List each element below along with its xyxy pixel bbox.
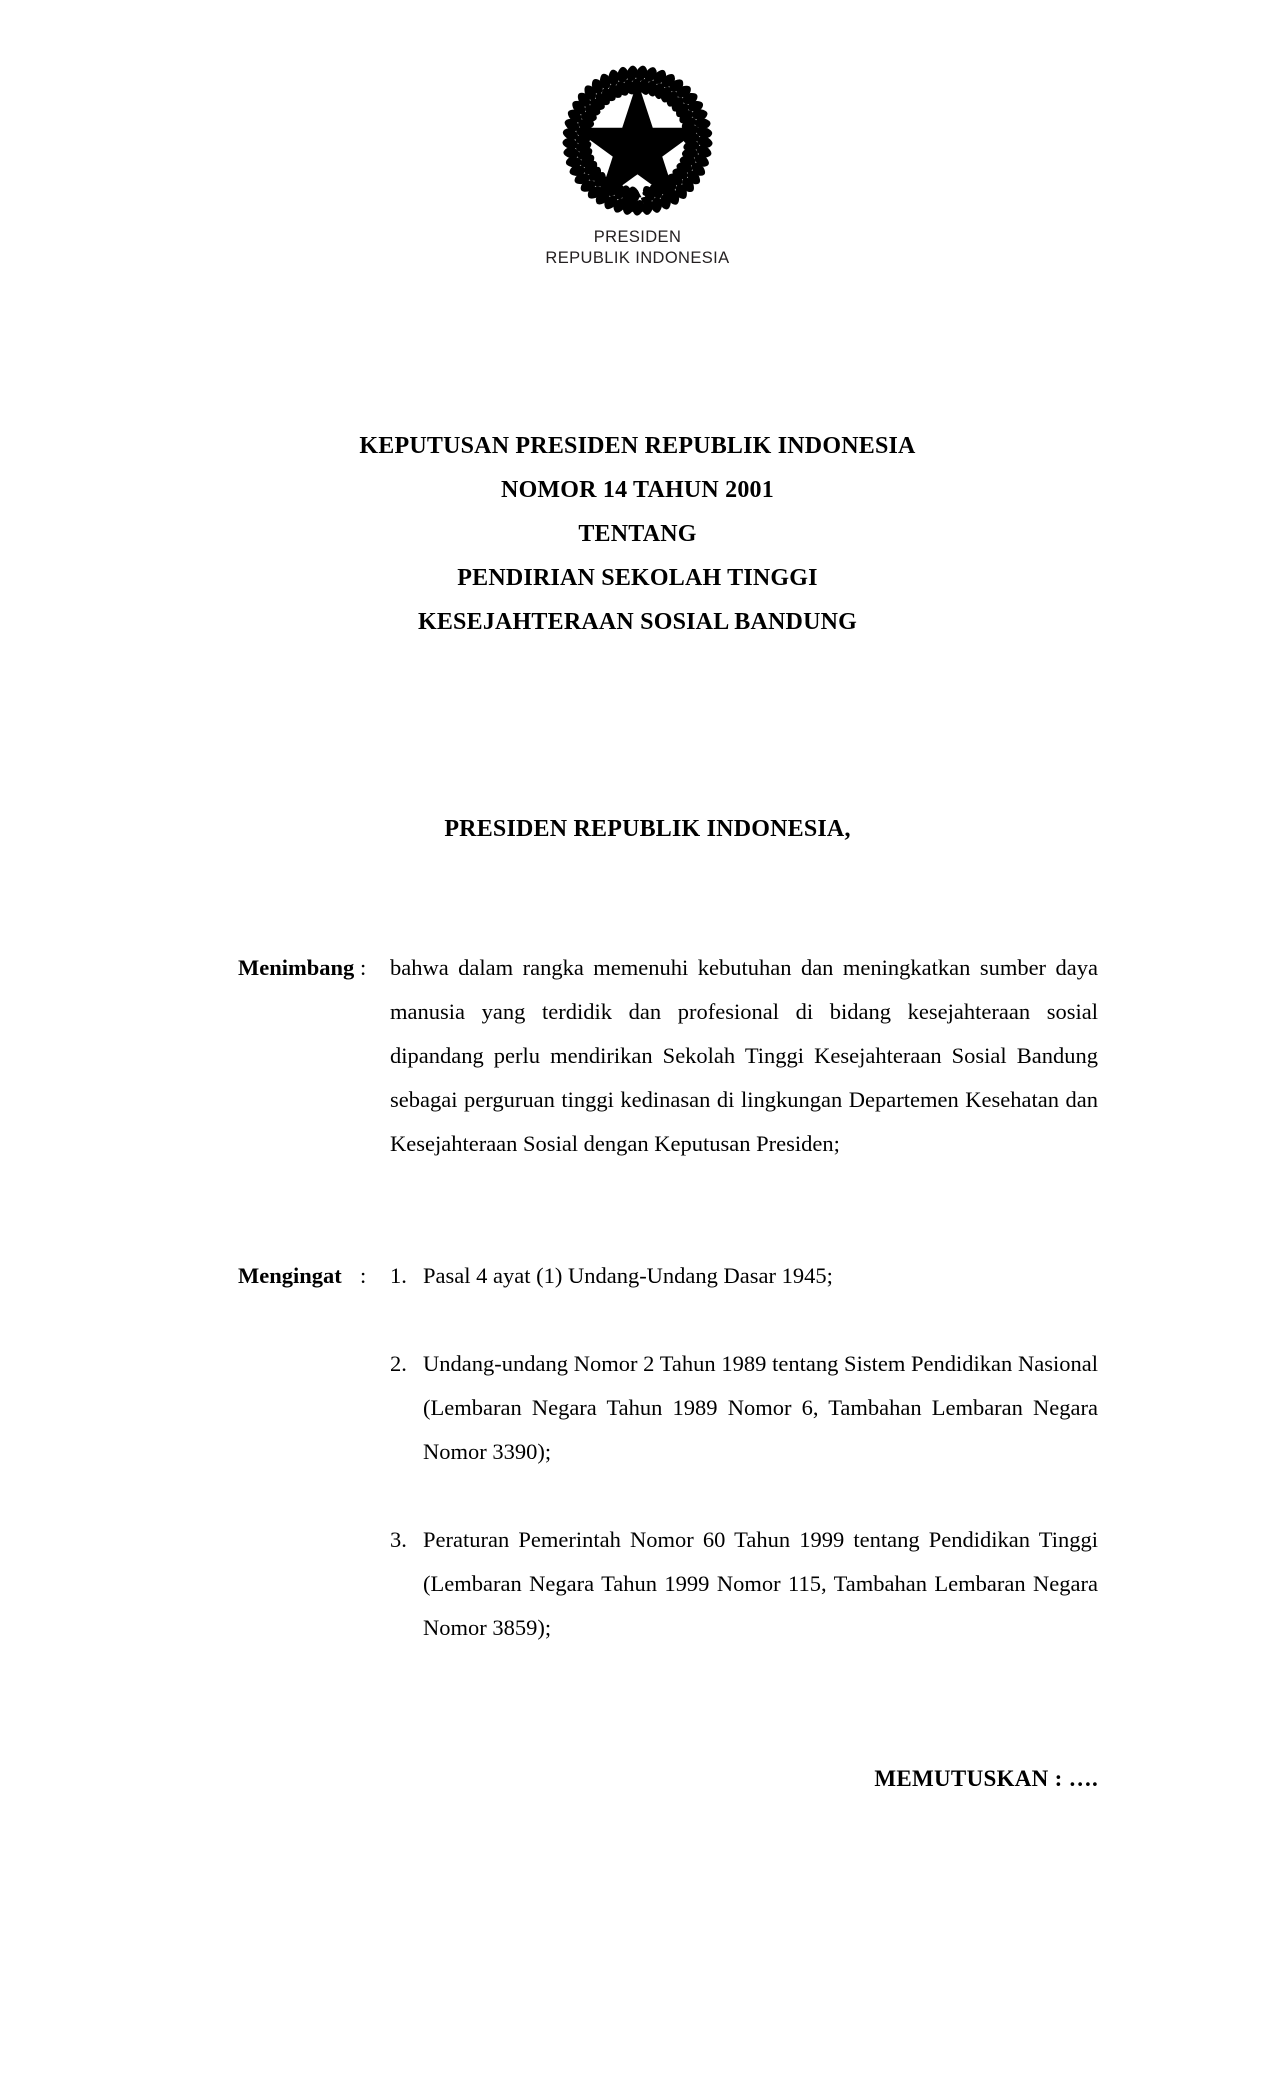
title-line-subject-1: PENDIRIAN SEKOLAH TINGGI — [457, 565, 818, 591]
clause-mengingat — [238, 1254, 1098, 1650]
title-line-about: TENTANG — [578, 521, 697, 547]
mengingat-list — [390, 1254, 1098, 1650]
list-item — [390, 1254, 1098, 1298]
emblem-caption-line-1: PRESIDEN — [593, 228, 682, 246]
clause-menimbang-body: bahwa dalam rangka memenuhi kebutuhan dan meningkatkan sumber daya manusia yang terdidik dan profesional di bidang kesejahteraan sosial dipandang perlu mendirikan Sekolah Tinggi Kesejahteraan Sosial Bandung sebagai perguruan tinggi kedinasan di lingkungan Departemen Kesehatan dan Kesejahteraan Sosial dengan Keputusan Presiden; — [390, 955, 1098, 1156]
emblem-caption — [0, 227, 1275, 269]
clause-mengingat-colon: : — [360, 1263, 367, 1288]
list-item-marker: 3. — [390, 1527, 407, 1552]
clauses-container — [238, 946, 1098, 1650]
list-item — [390, 1342, 1098, 1474]
issuer-subheading-text: PRESIDEN REPUBLIK INDONESIA, — [444, 816, 851, 842]
list-item — [390, 1518, 1098, 1650]
title-line-decree: KEPUTUSAN PRESIDEN REPUBLIK INDONESIA — [359, 433, 916, 459]
closing-block — [0, 1766, 1098, 1792]
clause-mengingat-body — [390, 1254, 1098, 1650]
issuer-subheading — [0, 812, 1275, 846]
clause-menimbang-label: Menimbang — [238, 955, 355, 980]
list-item-text: Pasal 4 ayat (1) Undang-Undang Dasar 1945; — [423, 1263, 833, 1288]
title-line-number: NOMOR 14 TAHUN 2001 — [501, 477, 774, 503]
clause-menimbang-colon: : — [360, 955, 367, 980]
list-item-text: Undang-undang Nomor 2 Tahun 1989 tentang Sistem Pendidikan Nasional (Lembaran Negara Tahun 1989 Nomor 6, Tambahan Lembaran Negara Nomor 3390); — [423, 1351, 1098, 1464]
closing-text: MEMUTUSKAN : …. — [874, 1766, 1098, 1791]
clause-menimbang — [238, 946, 1098, 1166]
list-item-text: Peraturan Pemerintah Nomor 60 Tahun 1999 tentang Pendidikan Tinggi (Lembaran Negara Tahun 1999 Nomor 115, Tambahan Lembaran Negara Nomor 3859); — [423, 1527, 1098, 1640]
clause-spacer — [238, 1166, 1098, 1254]
clause-mengingat-label: Mengingat — [238, 1263, 342, 1288]
list-item-marker: 2. — [390, 1351, 407, 1376]
emblem-block — [0, 58, 1275, 269]
list-item-marker: 1. — [390, 1263, 407, 1288]
title-line-subject-2: KESEJAHTERAAN SOSIAL BANDUNG — [417, 609, 858, 635]
garuda-star-wreath-emblem — [555, 58, 720, 223]
document-title-block — [0, 424, 1275, 644]
emblem-caption-line-2: REPUBLIK INDONESIA — [545, 249, 730, 267]
